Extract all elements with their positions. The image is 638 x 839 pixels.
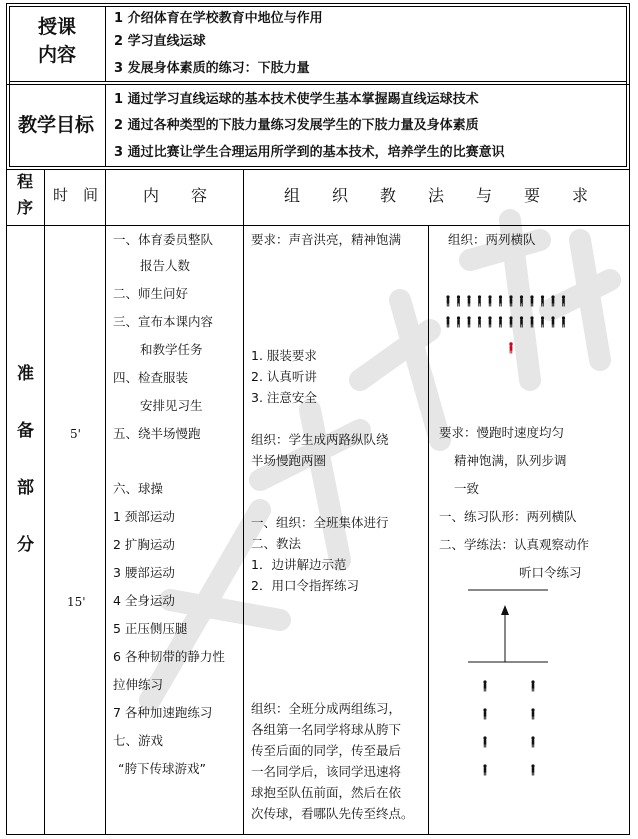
content-line: 6 各种韧带的静力性 [113, 649, 225, 664]
label-content-1: 授课 [38, 16, 77, 38]
student-icon [531, 764, 534, 775]
student-icon [531, 736, 534, 747]
content-line: 和教学任务 [140, 342, 203, 357]
section-char-2: 备 [17, 421, 34, 441]
student-icon [457, 316, 460, 327]
student-icon [520, 316, 523, 327]
student-icon [488, 295, 491, 306]
student-icon [541, 295, 544, 306]
practice-diagram [430, 585, 628, 785]
content-line: “胯下传球游戏” [118, 761, 206, 776]
content-line: 5 正压侧压腿 [113, 621, 188, 636]
label-goal: 教学目标 [18, 114, 95, 136]
content-line: 3 腰部运动 [113, 565, 175, 580]
student-icon [520, 295, 523, 306]
student-icon [499, 295, 502, 306]
student-icon [531, 680, 534, 691]
student-icon [467, 295, 470, 306]
col-content: 内 容 [143, 186, 208, 205]
method-line: 3. 注意安全 [251, 390, 317, 405]
content-line: 2 扩胸运动 [113, 537, 175, 552]
section-char-1: 准 [17, 364, 34, 384]
content-item-2: 2 学习直线运球 [114, 34, 206, 49]
student-icon [446, 295, 449, 306]
section-char-4: 分 [17, 535, 34, 555]
student-icon [478, 316, 481, 327]
time-2: 15' [67, 595, 86, 609]
student-icon [530, 316, 533, 327]
content-line: 二、师生问好 [113, 286, 189, 301]
col-program-2: 序 [17, 198, 34, 217]
student-icon [483, 736, 486, 747]
content-line: 7 各种加速跑练习 [113, 705, 213, 720]
content-line: 拉伸练习 [113, 677, 164, 692]
method-line: 要求：声音洪亮，精神饱满 [251, 232, 402, 247]
label-content-2: 内容 [38, 44, 77, 66]
diagram-line: 一、练习队形：两列横队 [439, 509, 577, 524]
method-line: 次传球，看哪队先传至终点。 [251, 806, 414, 821]
student-icon [541, 316, 544, 327]
student-icon [478, 295, 481, 306]
student-icon [551, 295, 554, 306]
method-line: 各组第一名同学将球从胯下 [251, 722, 402, 737]
content-line: 六、球操 [113, 481, 164, 496]
content-line: 七、游戏 [113, 733, 164, 748]
content-line: 三、宣布本课内容 [113, 314, 214, 329]
teacher-icon [509, 342, 512, 353]
content-line: 报告人数 [140, 258, 191, 273]
content-item-3: 3 发展身体素质的练习：下肢力量 [114, 61, 310, 76]
diagram-line: 听口令练习 [519, 565, 582, 580]
diagram-line: 一致 [454, 481, 480, 496]
method-line: 1. 服装要求 [251, 348, 317, 363]
content-line: 四、检查服装 [113, 370, 189, 385]
student-icon [551, 316, 554, 327]
student-icon [562, 295, 565, 306]
goal-item-1: 1 通过学习直线运球的基本技术使学生基本掌握踢直线运球技术 [114, 92, 479, 107]
student-icon [467, 316, 470, 327]
time-1: 5' [70, 427, 81, 441]
method-line: 2. 认真听讲 [251, 369, 317, 384]
method-line: 一名同学后，该同学迅速将 [251, 764, 402, 779]
method-line: 半场慢跑两圈 [251, 453, 327, 468]
method-line: 一、组织：全班集体进行 [251, 515, 389, 530]
content-line: 4 全身运动 [113, 593, 175, 608]
content-line: 安排见习生 [140, 398, 203, 413]
method-line: 组织：学生成两路纵队绕 [251, 432, 389, 447]
diagram-line: 二、学练法：认真观察动作 [439, 537, 590, 552]
content-line: 五、绕半场慢跑 [113, 426, 201, 441]
goal-item-3: 3 通过比赛让学生合理运用所学到的基本技术，培养学生的比赛意识 [114, 145, 505, 160]
student-icon [457, 295, 460, 306]
method-line: 1．边讲解边示范 [251, 557, 347, 572]
diagram-line: 要求：慢跑时速度均匀 [439, 425, 565, 440]
method-line: 球抱至队伍前面，然后在依 [251, 785, 402, 800]
col-method: 组 织 教 法 与 要 求 [284, 186, 589, 205]
student-icon [509, 295, 512, 306]
diagram-line: 组织：两列横队 [448, 232, 536, 247]
method-line: 2．用口令指挥练习 [251, 578, 359, 593]
student-icon [509, 316, 512, 327]
student-icon [499, 316, 502, 327]
student-icon [562, 316, 565, 327]
section-char-3: 部 [17, 478, 34, 498]
diagram-line: 精神饱满，队列步调 [454, 453, 567, 468]
student-icon [446, 316, 449, 327]
method-line: 二、教法 [251, 536, 302, 551]
content-line: 1 颈部运动 [113, 509, 175, 524]
goal-item-2: 2 通过各种类型的下肢力量练习发展学生的下肢力量及身体素质 [114, 118, 479, 133]
method-line: 组织：全班分成两组练习， [251, 701, 402, 716]
student-icon [488, 316, 491, 327]
content-line: 一、体育委员整队 [113, 232, 214, 247]
method-line: 传至后面的同学，传至最后 [251, 743, 402, 758]
col-time: 时 间 [53, 186, 99, 204]
student-icon [483, 680, 486, 691]
col-program-1: 程 [17, 172, 34, 191]
content-item-1: 1 介绍体育在学校教育中地位与作用 [114, 11, 323, 26]
student-icon [531, 708, 534, 719]
formation-diagram [430, 280, 628, 360]
student-icon [530, 295, 533, 306]
student-icon [483, 708, 486, 719]
student-icon [483, 764, 486, 775]
